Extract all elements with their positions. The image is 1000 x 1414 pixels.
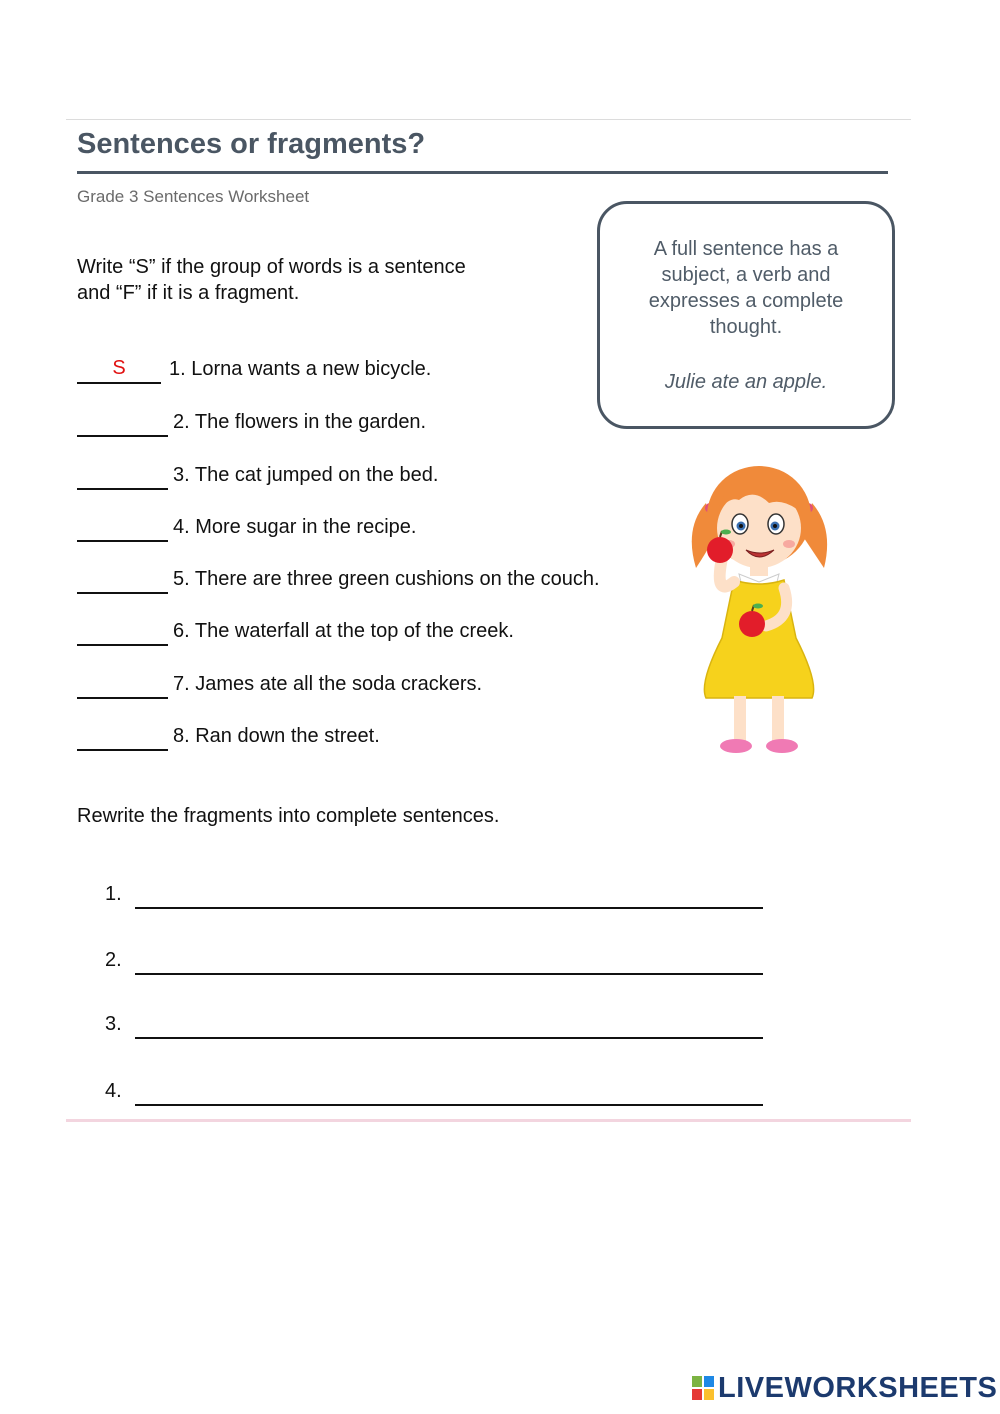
rewrite-answer-line[interactable]: [135, 1037, 763, 1039]
top-divider: [66, 119, 911, 120]
answer-input[interactable]: [77, 408, 168, 437]
page-subtitle: Grade 3 Sentences Worksheet: [77, 187, 310, 206]
rewrite-answer-line[interactable]: [135, 907, 763, 909]
answer-input[interactable]: [77, 722, 168, 751]
rewrite-row: [105, 883, 765, 913]
liveworksheets-logo-icon: [692, 1376, 714, 1400]
item-text: 1. Lorna wants a new bicycle.: [169, 358, 432, 380]
page-title: Sentences or fragments?: [77, 128, 426, 160]
rewrite-instruction: Rewrite the fragments into complete sentences.: [77, 805, 500, 827]
item-text: 7. James ate all the soda crackers.: [173, 673, 483, 695]
item-text: 3. The cat jumped on the bed.: [173, 464, 439, 486]
answer-input[interactable]: [77, 461, 168, 490]
item-text: 5. There are three green cushions on the couch.: [173, 568, 600, 590]
tip-box: [597, 201, 895, 429]
rewrite-row: [105, 1080, 765, 1110]
answer-input[interactable]: [77, 513, 168, 542]
answer-input[interactable]: S: [77, 355, 161, 384]
girl-eating-apple-illustration: [684, 458, 834, 763]
item-text: 6. The waterfall at the top of the creek.: [173, 620, 514, 642]
tip-example: Julie ate an apple.: [664, 371, 828, 393]
rewrite-row: [105, 949, 765, 979]
answer-input[interactable]: [77, 670, 168, 699]
answer-input[interactable]: [77, 565, 168, 594]
rewrite-answer-line[interactable]: [135, 973, 763, 975]
brand-name: LIVEWORKSHEETS: [718, 1372, 998, 1404]
instruction-line-1: Write “S” if the group of words is a sentence: [77, 256, 466, 278]
title-underline: [77, 171, 888, 174]
rewrite-number: 4.: [105, 1080, 122, 1102]
bottom-divider: [66, 1119, 911, 1122]
instruction: [77, 254, 547, 306]
item-text: 2. The flowers in the garden.: [173, 411, 427, 433]
rewrite-answer-line[interactable]: [135, 1104, 763, 1106]
rewrite-number: 3.: [105, 1013, 122, 1035]
item-text: 4. More sugar in the recipe.: [173, 516, 417, 538]
item-text: 8. Ran down the street.: [173, 725, 380, 747]
rewrite-number: 2.: [105, 949, 122, 971]
tip-text: A full sentence has a subject, a verb and expresses a complete thought.: [648, 238, 844, 338]
instruction-line-2: and “F” if it is a fragment.: [77, 282, 300, 304]
answer-input[interactable]: [77, 617, 168, 646]
rewrite-number: 1.: [105, 883, 122, 905]
rewrite-row: [105, 1013, 765, 1043]
